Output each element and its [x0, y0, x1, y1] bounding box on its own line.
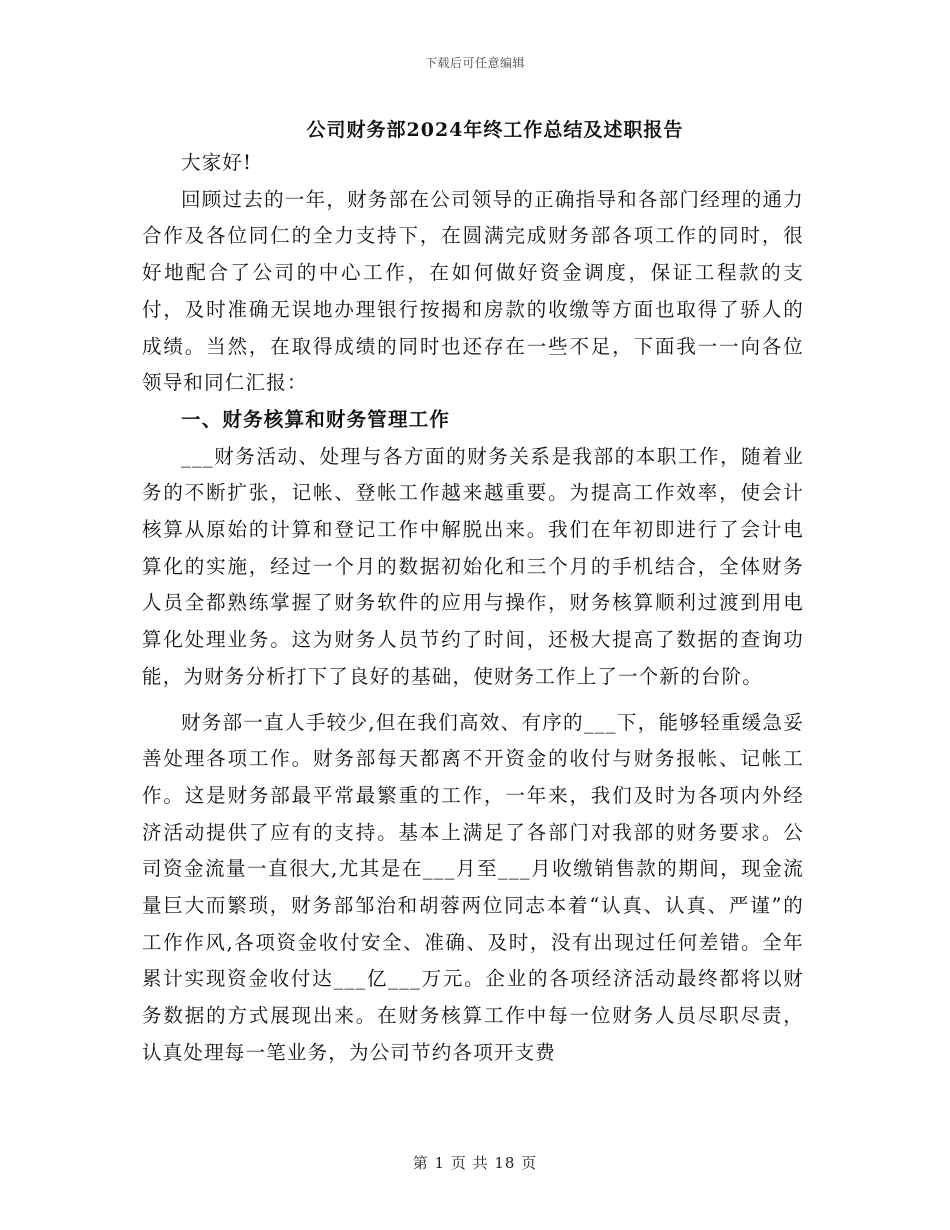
body-paragraph: 财务部一直人手较少,但在我们高效、有序的___下，能够轻重缓急妥善处理各项工作。财务部每天都离不开资金的收付与财务报帐、记帐工作。这是财务部最平常最繁重的工作，一年来，我们及时为各项内外经济活动提供了应有的支持。基本上满足了各部门对我部的财务要求。公司资金流量一直很大,尤其是在___月至___月收缴销售款的期间，现金流量巨大而繁琐，财务部邹治和胡蓉两位同志本着“认真、认真、严谨”的工作作风,各项资金收付安全、准确、及时，没有出现过任何差错。全年累计实现资金收付达___亿___万元。企业的各项经济活动最终都将以财务数据的方式展现出来。在财务核算工作中每一位财务人员尽职尽责，认真处理每一笔业务，为公司节约各项开支费: [142, 710, 804, 1064]
body-paragraph: ___财务活动、处理与各方面的财务关系是我部的本职工作，随着业务的不断扩张，记帐、登帐工作越来越重要。为提高工作效率，使会计核算从原始的计算和登记工作中解脱出来。我们在年初即进行了会计电算化的实施，经过一个月的数据初始化和三个月的手机结合，全体财务人员全都熟练掌握了财务软件的应用与操作，财务核算顺利过渡到用电算化处理业务。这为财务人员节约了时间，还极大提高了数据的查询功能，为财务分析打下了良好的基础，使财务工作上了一个新的台阶。: [142, 444, 804, 688]
section-heading: 一、财务核算和财务管理工作: [181, 407, 451, 431]
greeting-paragraph: 大家好!: [181, 151, 253, 174]
header-note: 下载后可任意编辑: [424, 56, 525, 70]
document-body: [142, 145, 804, 1072]
intro-paragraph: 回顾过去的一年，财务部在公司领导的正确指导和各部门经理的通力合作及各位同仁的全力支持下，在圆满完成财务部各项工作的同时，很好地配合了公司的中心工作，在如何做好资金调度，保证工程款的支付，及时准确无误地办理银行按揭和房款的收缴等方面也取得了骄人的成绩。当然，在取得成绩的同时也还存在一些不足，下面我一一向各位领导和同仁汇报：: [142, 187, 804, 395]
page-number: 第 1 页 共 18 页: [412, 1154, 538, 1172]
document-title: 公司财务部2024年终工作总结及述职报告: [306, 119, 684, 141]
